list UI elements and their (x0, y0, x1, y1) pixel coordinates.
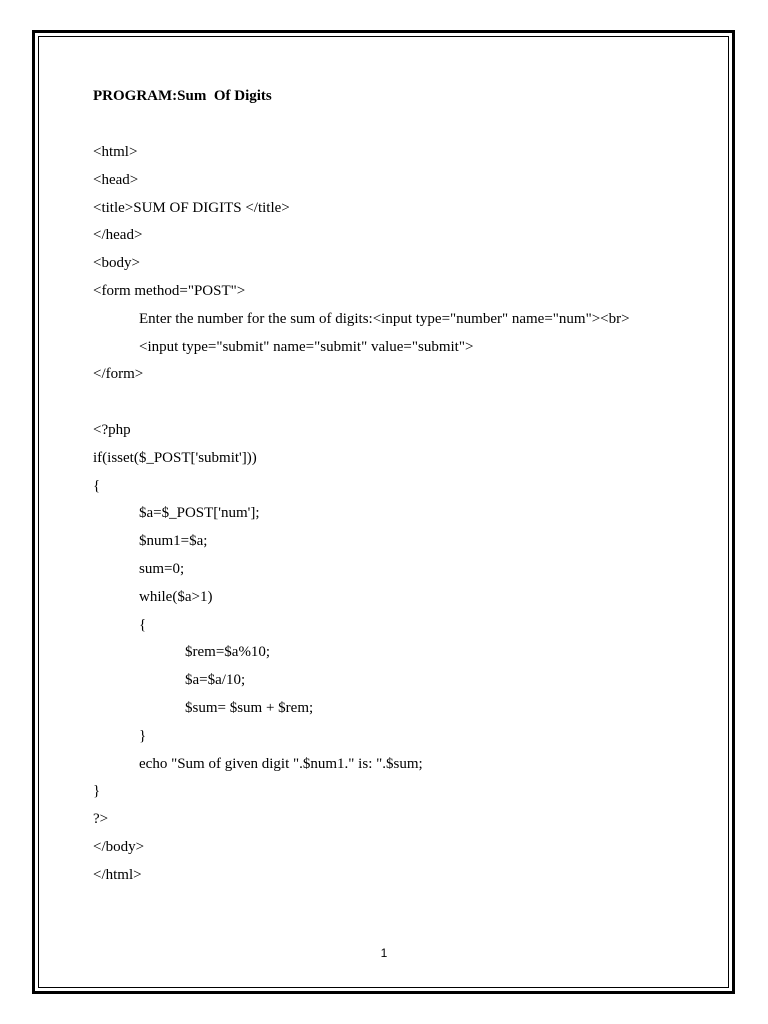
code-line: ?> (93, 811, 109, 828)
code-line: <input type="submit" name="submit" value="submit"> (139, 338, 474, 355)
code-line: <form method="POST"> (93, 282, 246, 299)
page-number: 1 (380, 946, 388, 960)
code-line: $rem=$a%10; (185, 644, 271, 661)
code-line: sum=0; (139, 560, 185, 577)
code-line: if(isset($_POST['submit'])) (93, 449, 257, 466)
code-listing (93, 139, 713, 890)
code-line: $sum= $sum + $rem; (185, 699, 314, 716)
code-line: $num1=$a; (139, 533, 208, 550)
code-line: </form> (93, 366, 144, 383)
code-line: <html> (93, 144, 138, 160)
program-title: PROGRAM:Sum Of Digits (93, 88, 272, 104)
code-line: </body> (93, 838, 145, 855)
blank-line (93, 389, 713, 417)
code-line: </html> (93, 866, 142, 883)
code-line: <?php (93, 421, 131, 438)
code-line: Enter the number for the sum of digits:<input type="number" name="num"><br> (139, 310, 630, 327)
code-line: $a=$_POST['num']; (139, 505, 260, 522)
code-line: $a=$a/10; (185, 672, 246, 689)
code-line: </head> (93, 227, 143, 244)
code-line: } (93, 783, 101, 800)
code-line: } (139, 727, 147, 744)
code-line: { (93, 477, 101, 494)
code-line: <body> (93, 255, 140, 272)
code-line: <title>SUM OF DIGITS </title> (93, 199, 290, 216)
code-line: <head> (93, 171, 139, 188)
code-line: echo "Sum of given digit ".$num1." is: ".$sum; (139, 755, 423, 772)
document-body (93, 84, 713, 890)
code-line: { (139, 616, 147, 633)
code-line: while($a>1) (139, 588, 213, 605)
